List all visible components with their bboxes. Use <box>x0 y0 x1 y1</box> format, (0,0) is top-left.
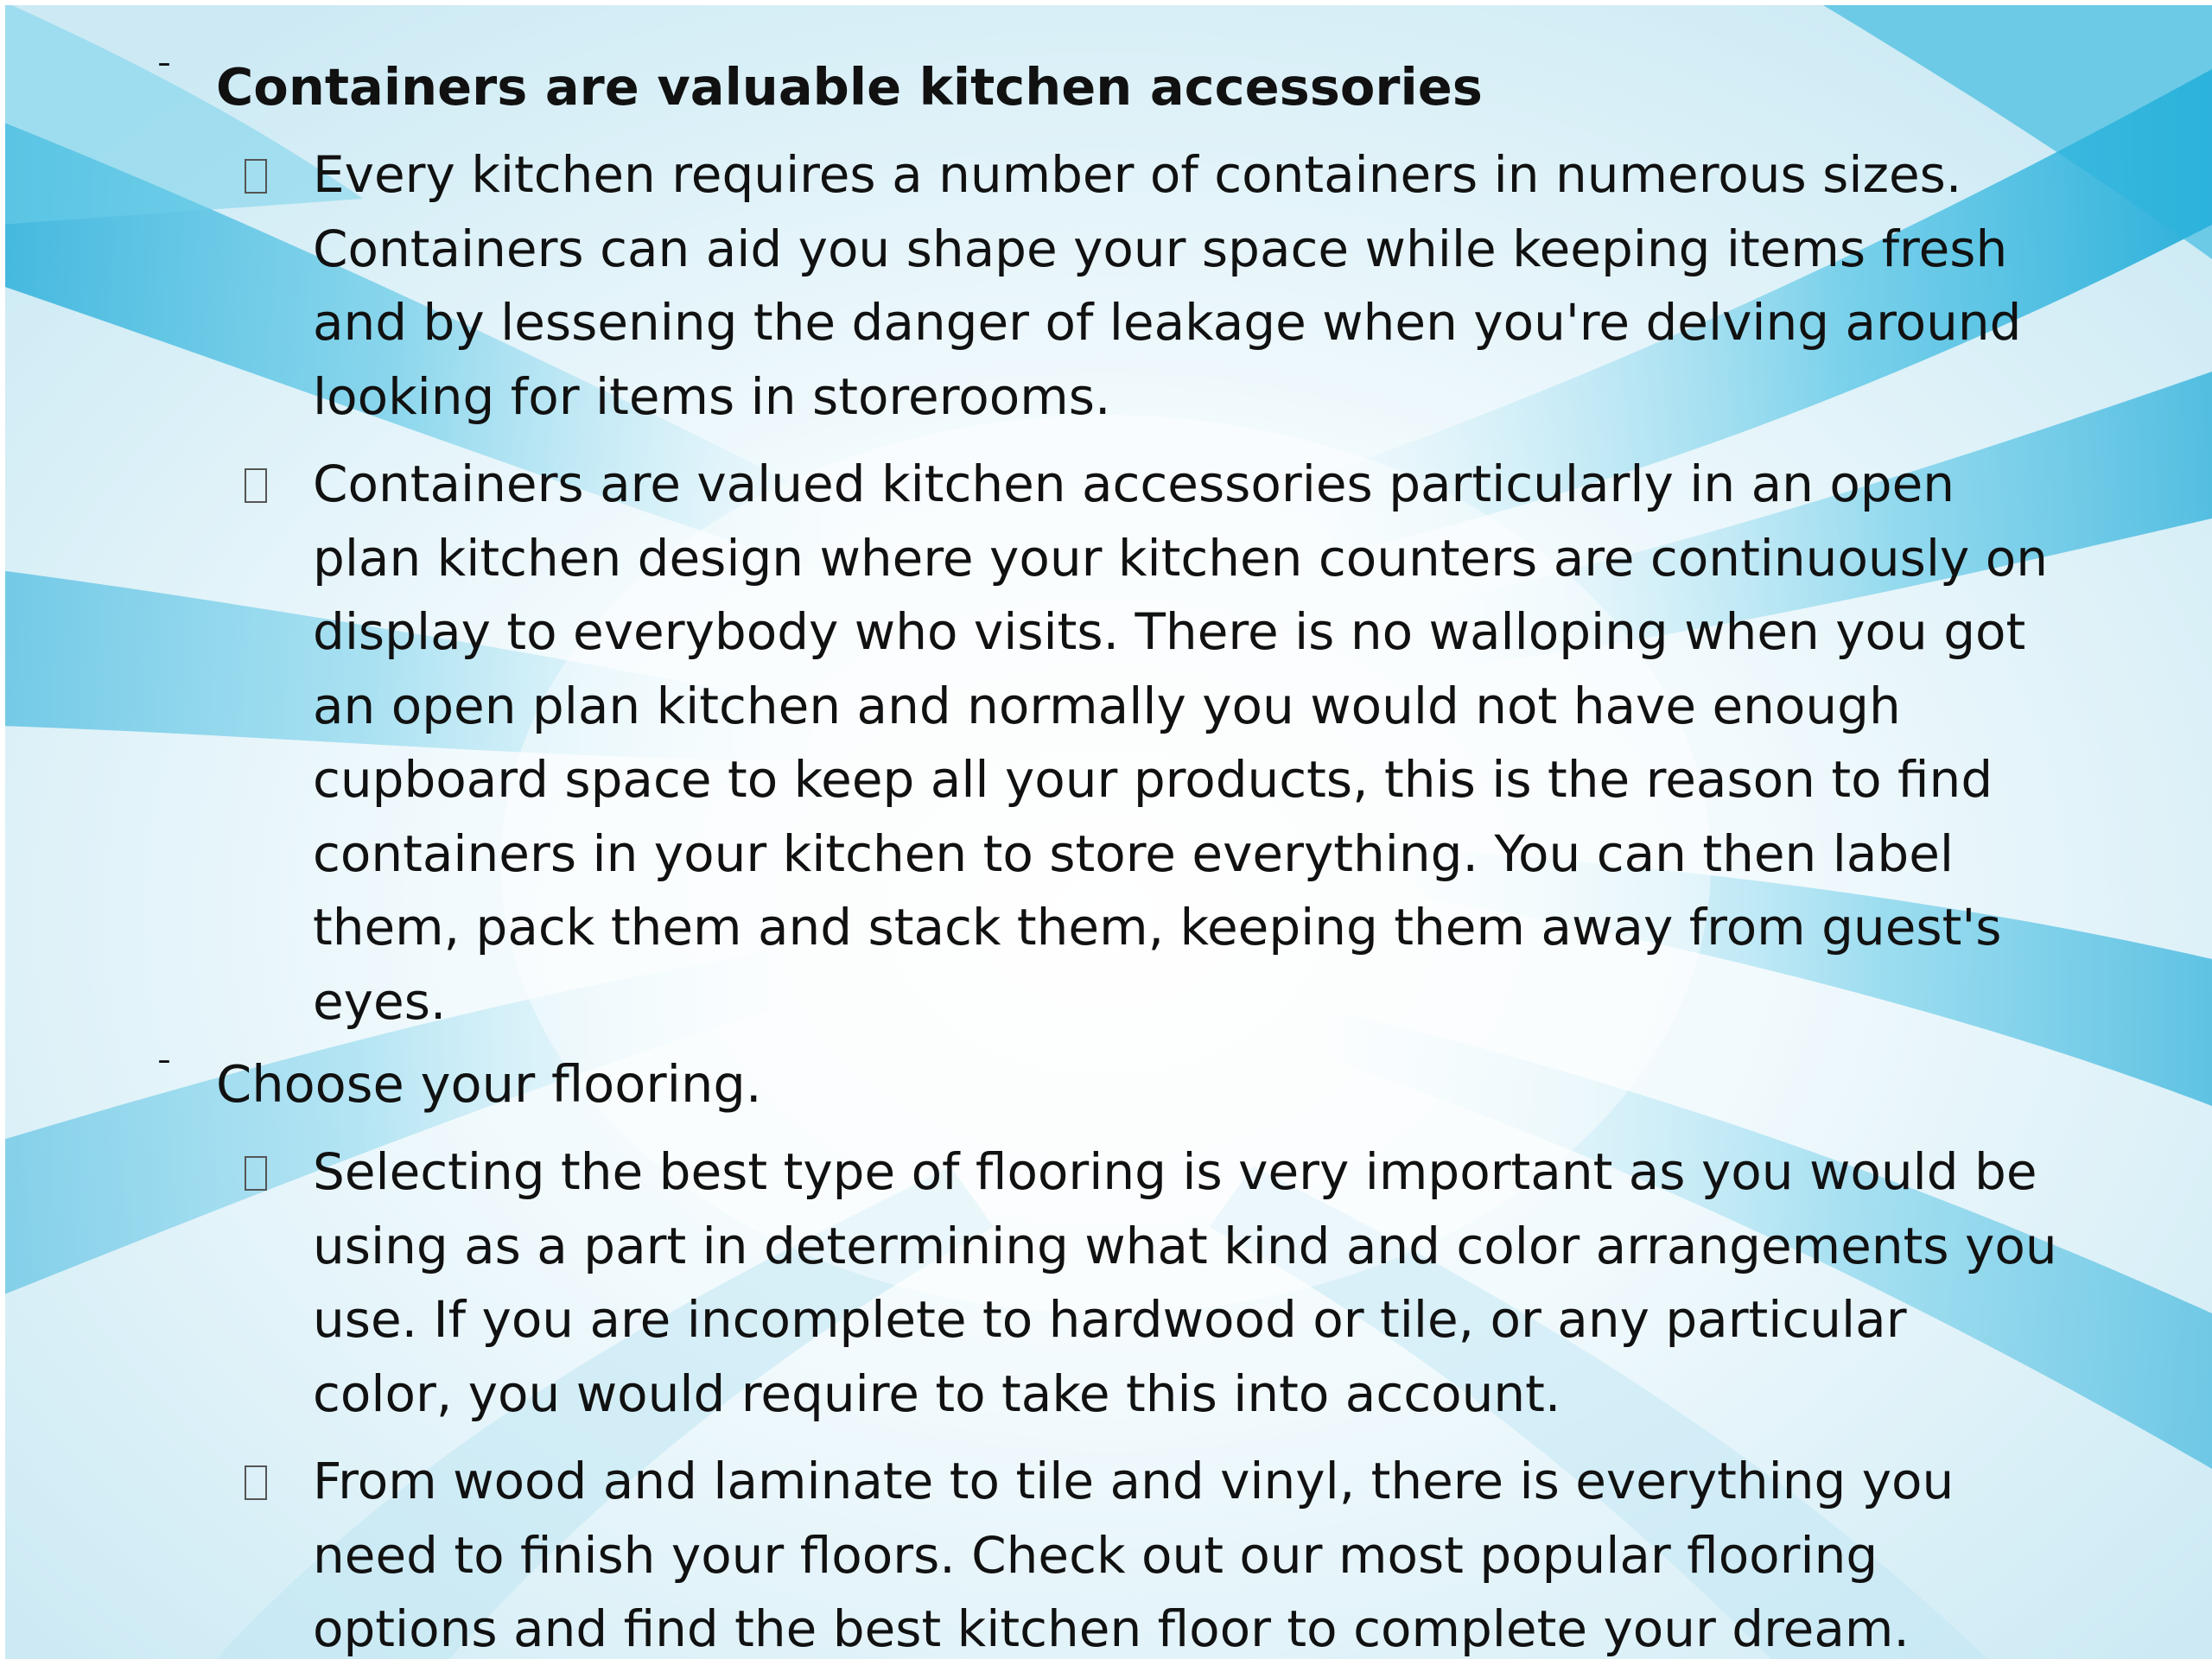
dash-bullet-icon: ˉ <box>156 1055 173 1095</box>
box-bullet-icon <box>245 1465 267 1500</box>
list-item-text: Selecting the best type of flooring is very important as you would be using as a part in determining what kind and color arrangements you use. If you are incomplete to hardwood or tile, or any particular color, you would require to take this into account. <box>313 1142 2057 1423</box>
list-item <box>147 1445 2108 1659</box>
box-bullet-icon <box>245 159 267 194</box>
heading-text: Choose your flooring. <box>216 1054 762 1114</box>
section-heading <box>147 50 2108 124</box>
list-item <box>147 448 2108 1039</box>
list-item-text: From wood and laminate to tile and vinyl, there is everything you need to finish your floors. Check out our most popular flooring options and find the best kitchen floor to complete your dream. <box>313 1452 1955 1658</box>
box-bullet-icon <box>245 1156 267 1191</box>
list-item <box>147 138 2108 434</box>
section-flooring <box>147 1047 2108 1659</box>
slide-border-left <box>0 0 5 1659</box>
list-item <box>147 1135 2108 1431</box>
slide-border-top <box>0 0 2212 5</box>
list-item-text: Every kitchen requires a number of containers in numerous sizes. Containers can aid you shape your space while keeping items fresh and by lessening the danger of leakage when you're delving around looking for items in storerooms. <box>313 145 2022 426</box>
section-containers <box>147 50 2108 1039</box>
dash-bullet-icon: ˉ <box>156 58 173 98</box>
list-item-text: Containers are valued kitchen accessories particularly in an open plan kitchen design where your kitchen counters are continuously on display to everybody who visits. There is no walloping when you got an open plan kitchen and normally you would not have enough cupboard space to keep all your products, this is the reason to find containers in your kitchen to store everything. You can then label them, pack them and stack them, keeping them away from guest's eyes. <box>313 454 2049 1031</box>
section-heading <box>147 1047 2108 1122</box>
box-bullet-icon <box>245 468 267 503</box>
heading-text: Containers are valuable kitchen accessories <box>216 57 1483 117</box>
slide-content <box>147 50 2108 1659</box>
